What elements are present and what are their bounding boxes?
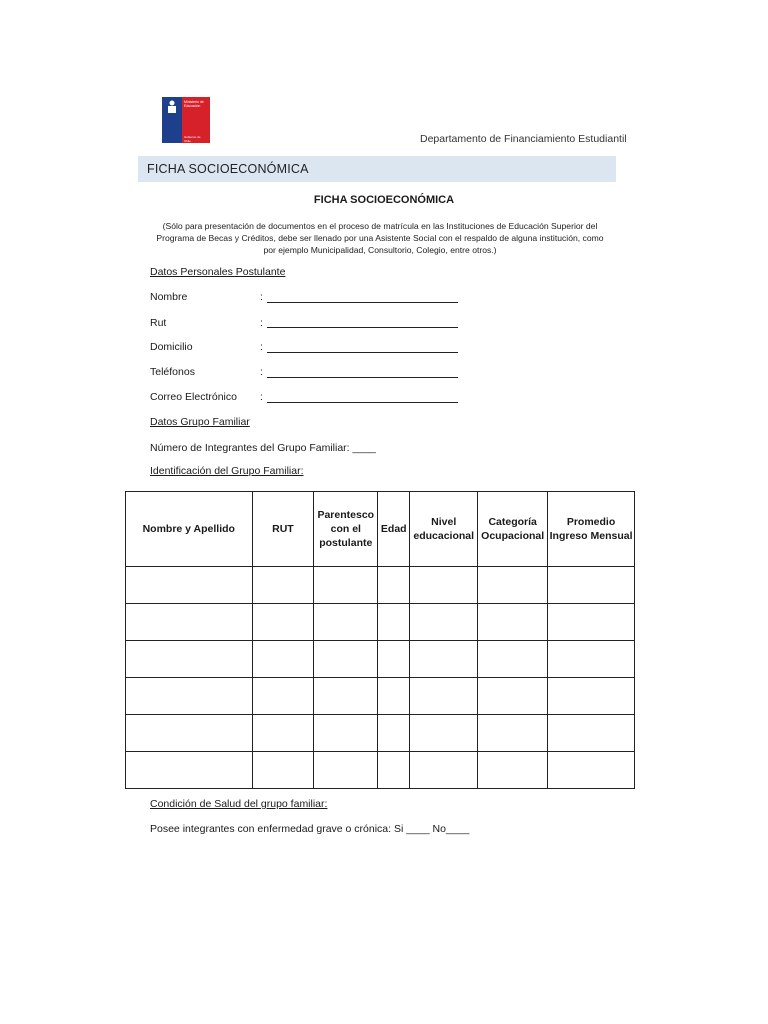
table-cell[interactable] (410, 678, 478, 715)
table-cell[interactable] (478, 567, 548, 604)
col-header-rut: RUT (252, 492, 314, 567)
family-data-heading: Datos Grupo Familiar (150, 416, 250, 428)
rut-input-line[interactable] (267, 327, 458, 328)
instructions-note: (Sólo para presentación de documentos en el proceso de matrícula en las Instituciones de Educación Superior del Programa de Becas y Créditos, debe ser llenado por una Asistente Social con el respaldo de alguna institución, como por ejemplo Municipalidad, Consultorio, Colegio, entre otros.) (156, 221, 604, 255)
band-title: FICHA SOCIOECONÓMICA (147, 162, 309, 176)
logo-text: Ministerio de Educación (184, 100, 204, 108)
table-cell[interactable] (252, 715, 314, 752)
table-cell[interactable] (410, 752, 478, 789)
field-label-domicilio: Domicilio (150, 341, 193, 353)
table-cell[interactable] (126, 567, 253, 604)
table-cell[interactable] (410, 567, 478, 604)
table-cell[interactable] (314, 678, 378, 715)
table-cell[interactable] (410, 715, 478, 752)
table-cell[interactable] (126, 715, 253, 752)
field-label-nombre: Nombre (150, 291, 188, 303)
table-cell[interactable] (548, 641, 635, 678)
table-cell[interactable] (314, 604, 378, 641)
family-id-heading: Identificación del Grupo Familiar: (150, 465, 304, 477)
nombre-input-line[interactable] (267, 302, 458, 303)
col-header-parentesco: Parentesco con el postulante (314, 492, 378, 567)
field-colon: : (260, 317, 263, 329)
table-cell[interactable] (252, 678, 314, 715)
health-heading: Condición de Salud del grupo familiar: (150, 798, 328, 810)
table-cell[interactable] (478, 641, 548, 678)
table-cell[interactable] (378, 678, 410, 715)
table-cell[interactable] (378, 604, 410, 641)
table-cell[interactable] (548, 567, 635, 604)
table-cell[interactable] (252, 604, 314, 641)
table-cell[interactable] (410, 641, 478, 678)
col-header-edad: Edad (378, 492, 410, 567)
field-colon: : (260, 291, 263, 303)
table-cell[interactable] (252, 567, 314, 604)
domicilio-input-line[interactable] (267, 352, 458, 353)
table-cell[interactable] (252, 752, 314, 789)
table-cell[interactable] (126, 641, 253, 678)
table-row (126, 678, 635, 715)
col-header-categoria: Categoría Ocupacional (478, 492, 548, 567)
family-count-label: Número de Integrantes del Grupo Familiar: ____ (150, 442, 376, 454)
col-header-promedio: Promedio Ingreso Mensual (548, 492, 635, 567)
field-colon: : (260, 366, 263, 378)
shield-icon (165, 99, 179, 115)
field-colon: : (260, 391, 263, 403)
table-cell[interactable] (126, 678, 253, 715)
table-cell[interactable] (378, 752, 410, 789)
health-question: Posee integrantes con enfermedad grave o crónica: Si ____ No____ (150, 823, 470, 835)
table-cell[interactable] (548, 715, 635, 752)
table-cell[interactable] (378, 567, 410, 604)
table-cell[interactable] (548, 752, 635, 789)
table-header-row (126, 492, 635, 567)
field-label-correo: Correo Electrónico (150, 391, 237, 403)
table-cell[interactable] (410, 604, 478, 641)
field-colon: : (260, 341, 263, 353)
family-table (125, 491, 635, 789)
table-cell[interactable] (478, 604, 548, 641)
table-cell[interactable] (314, 641, 378, 678)
table-cell[interactable] (314, 752, 378, 789)
table-cell[interactable] (126, 604, 253, 641)
table-row (126, 715, 635, 752)
table-cell[interactable] (126, 752, 253, 789)
ministry-logo (162, 97, 210, 143)
table-cell[interactable] (548, 604, 635, 641)
col-header-nombre: Nombre y Apellido (126, 492, 253, 567)
table-row (126, 752, 635, 789)
table-cell[interactable] (378, 641, 410, 678)
table-row (126, 604, 635, 641)
logo-subtext: Gobierno de Chile (184, 135, 201, 143)
field-label-rut: Rut (150, 317, 167, 329)
col-header-nivel: Nivel educacional (410, 492, 478, 567)
table-cell[interactable] (548, 678, 635, 715)
table-row (126, 641, 635, 678)
table-cell[interactable] (478, 715, 548, 752)
table-cell[interactable] (478, 678, 548, 715)
table-row (126, 567, 635, 604)
department-name: Departamento de Financiamiento Estudiantil (420, 133, 627, 145)
field-label-telefonos: Teléfonos (150, 366, 195, 378)
correo-input-line[interactable] (267, 402, 458, 403)
table-cell[interactable] (252, 641, 314, 678)
table-cell[interactable] (378, 715, 410, 752)
personal-data-heading: Datos Personales Postulante (150, 266, 286, 278)
table-cell[interactable] (478, 752, 548, 789)
page-title: FICHA SOCIOECONÓMICA (313, 194, 455, 206)
telefonos-input-line[interactable] (267, 377, 458, 378)
table-cell[interactable] (314, 715, 378, 752)
table-cell[interactable] (314, 567, 378, 604)
